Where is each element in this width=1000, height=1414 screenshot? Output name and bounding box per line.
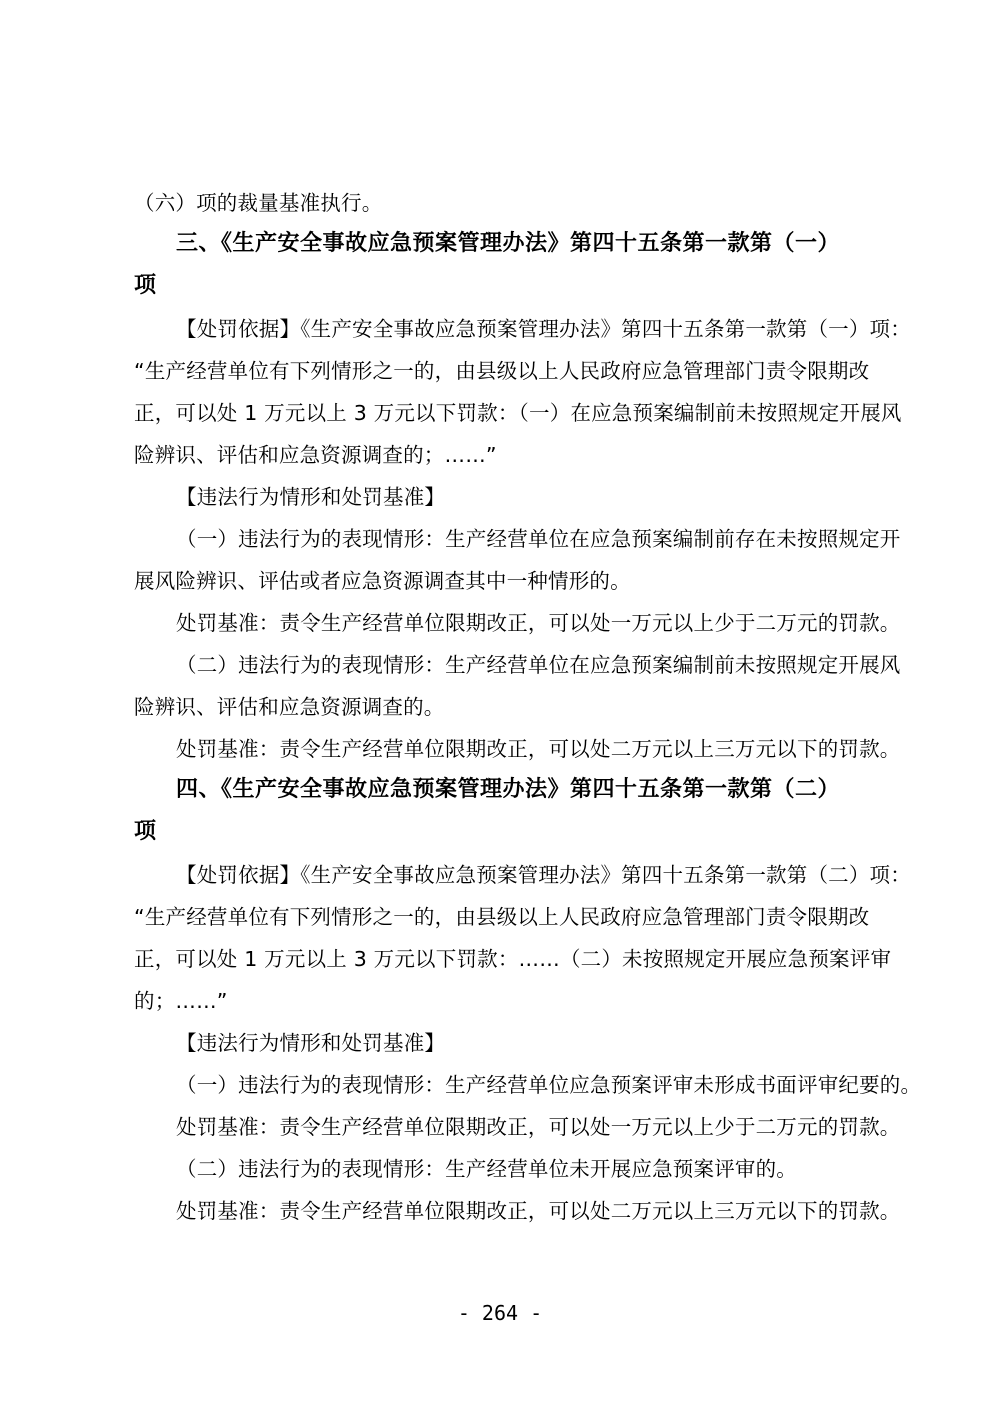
penalty-basis-line: 【处罚依据】《生产安全事故应急预案管理办法》第四十五条第一款第（二）项： [176, 863, 911, 887]
subheading: 【违法行为情形和处罚基准】 [176, 1031, 446, 1055]
text-line: （六）项的裁量基准执行。 [134, 191, 383, 215]
penalty-standard-line: 处罚基准：责令生产经营单位限期改正，可以处一万元以上少于二万元的罚款。 [176, 1115, 901, 1139]
situation-line: 展风险辨识、评估或者应急资源调查其中一种情形的。 [134, 569, 631, 593]
section-heading: 三、《生产安全事故应急预案管理办法》第四十五条第一款第（一） [176, 230, 841, 256]
situation-line: （一）违法行为的表现情形：生产经营单位应急预案评审未形成书面评审纪要的。 [176, 1073, 922, 1097]
quote-line: “生产经营单位有下列情形之一的，由县级以上人民政府应急管理部门责令限期改 [134, 905, 870, 929]
quote-line: 险辨识、评估和应急资源调查的；……” [134, 443, 497, 467]
penalty-standard-line: 处罚基准：责令生产经营单位限期改正，可以处一万元以上少于二万元的罚款。 [176, 611, 901, 635]
quote-line: 正，可以处 1 万元以上 3 万元以下罚款：（一）在应急预案编制前未按照规定开展风 [134, 401, 902, 425]
section-heading: 四、《生产安全事故应急预案管理办法》第四十五条第一款第（二） [176, 776, 841, 802]
quote-line: “生产经营单位有下列情形之一的，由县级以上人民政府应急管理部门责令限期改 [134, 359, 870, 383]
quote-line: 的；……” [134, 989, 228, 1013]
situation-line: （二）违法行为的表现情形：生产经营单位在应急预案编制前未按照规定开展风 [176, 653, 901, 677]
page-number: - 264 - [457, 1301, 543, 1325]
situation-line: （二）违法行为的表现情形：生产经营单位未开展应急预案评审的。 [176, 1157, 797, 1181]
penalty-basis-line: 【处罚依据】《生产安全事故应急预案管理办法》第四十五条第一款第（一）项： [176, 317, 911, 341]
situation-line: （一）违法行为的表现情形：生产经营单位在应急预案编制前存在未按照规定开 [176, 527, 901, 551]
section-heading-continued: 项 [134, 818, 157, 844]
penalty-standard-line: 处罚基准：责令生产经营单位限期改正，可以处二万元以上三万元以下的罚款。 [176, 1199, 901, 1223]
situation-line: 险辨识、评估和应急资源调查的。 [134, 695, 445, 719]
section-heading-continued: 项 [134, 272, 157, 298]
penalty-standard-line: 处罚基准：责令生产经营单位限期改正，可以处二万元以上三万元以下的罚款。 [176, 737, 901, 761]
subheading: 【违法行为情形和处罚基准】 [176, 485, 446, 509]
quote-line: 正，可以处 1 万元以上 3 万元以下罚款：……（二）未按照规定开展应急预案评审 [134, 947, 892, 971]
